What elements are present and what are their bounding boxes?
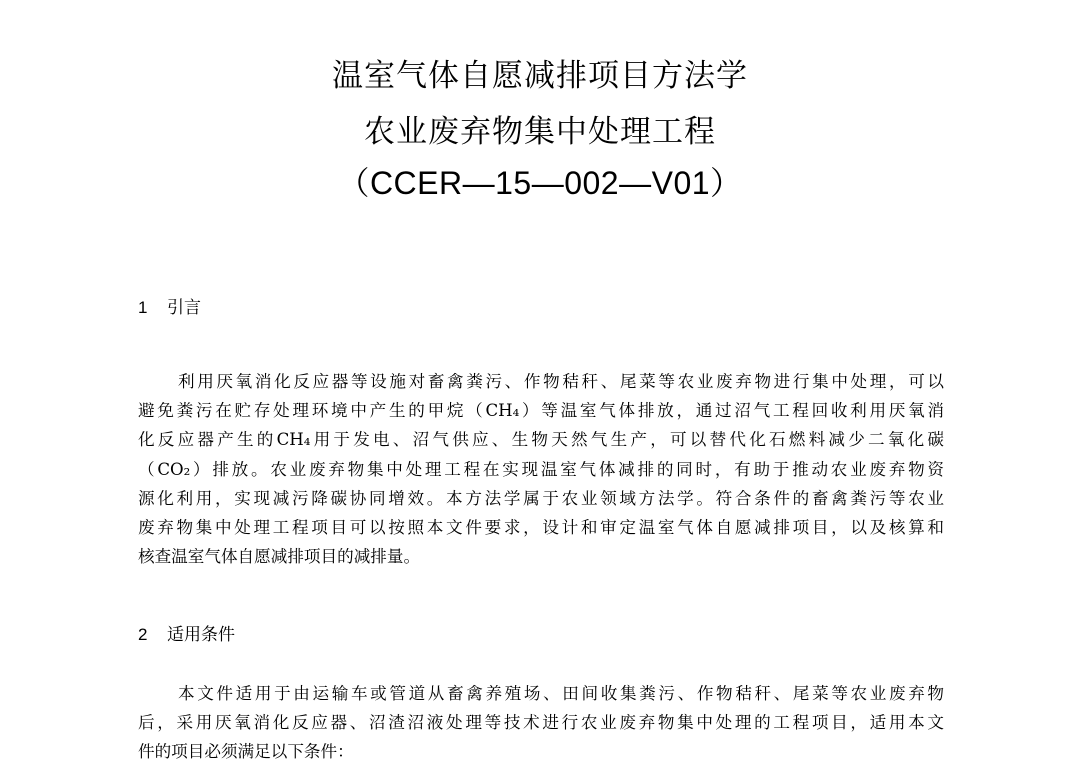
paragraph-line: （CO₂）排放。农业废弃物集中处理工程在实现温室气体减排的同时，有助于推动农业废弃物资 xyxy=(138,459,944,479)
paragraph-line: 化反应器产生的CH₄用于发电、沼气供应、生物天然气生产，可以替代化石燃料减少二氧化碳 xyxy=(138,430,944,450)
document-title-line1: 温室气体自愿减排项目方法学 xyxy=(332,58,748,94)
paragraph-line: 后，采用厌氧消化反应器、沼渣沼液处理等技术进行农业废弃物集中处理的工程项目，适用本文 xyxy=(138,713,944,733)
section-title: 适用条件 xyxy=(167,625,235,645)
section-heading-applicability xyxy=(138,623,235,647)
paragraph-line: 本文件适用于由运输车或管道从畜禽养殖场、田间收集粪污、作物秸秆、尾菜等农业废弃物 xyxy=(178,684,944,703)
section-number: 2 xyxy=(138,625,148,644)
paragraph-line: 核查温室气体自愿减排项目的减排量。 xyxy=(138,547,421,567)
document-title-line2: 农业废弃物集中处理工程 xyxy=(364,114,716,150)
section-title: 引言 xyxy=(167,298,201,318)
paragraph-line: 源化利用，实现减污降碳协同增效。本方法学属于农业领域方法学。符合条件的畜禽粪污等农业 xyxy=(138,488,944,508)
document-code: （CCER—15—002—V01） xyxy=(337,165,743,201)
paragraph-line: 利用厌氧消化反应器等设施对畜禽粪污、作物秸秆、尾菜等农业废弃物进行集中处理，可以 xyxy=(178,372,944,391)
paragraph-line: 件的项目必须满足以下条件： xyxy=(138,742,354,762)
section-number: 1 xyxy=(138,298,148,317)
paragraph-line: 避免粪污在贮存处理环境中产生的甲烷（CH₄）等温室气体排放，通过沼气工程回收利用厌氧消 xyxy=(138,401,944,421)
paragraph-line: 废弃物集中处理工程项目可以按照本文件要求，设计和审定温室气体自愿减排项目，以及核算和 xyxy=(138,518,944,538)
applicability-paragraph xyxy=(138,679,944,767)
introduction-paragraph xyxy=(138,367,944,571)
section-heading-introduction xyxy=(138,296,201,320)
